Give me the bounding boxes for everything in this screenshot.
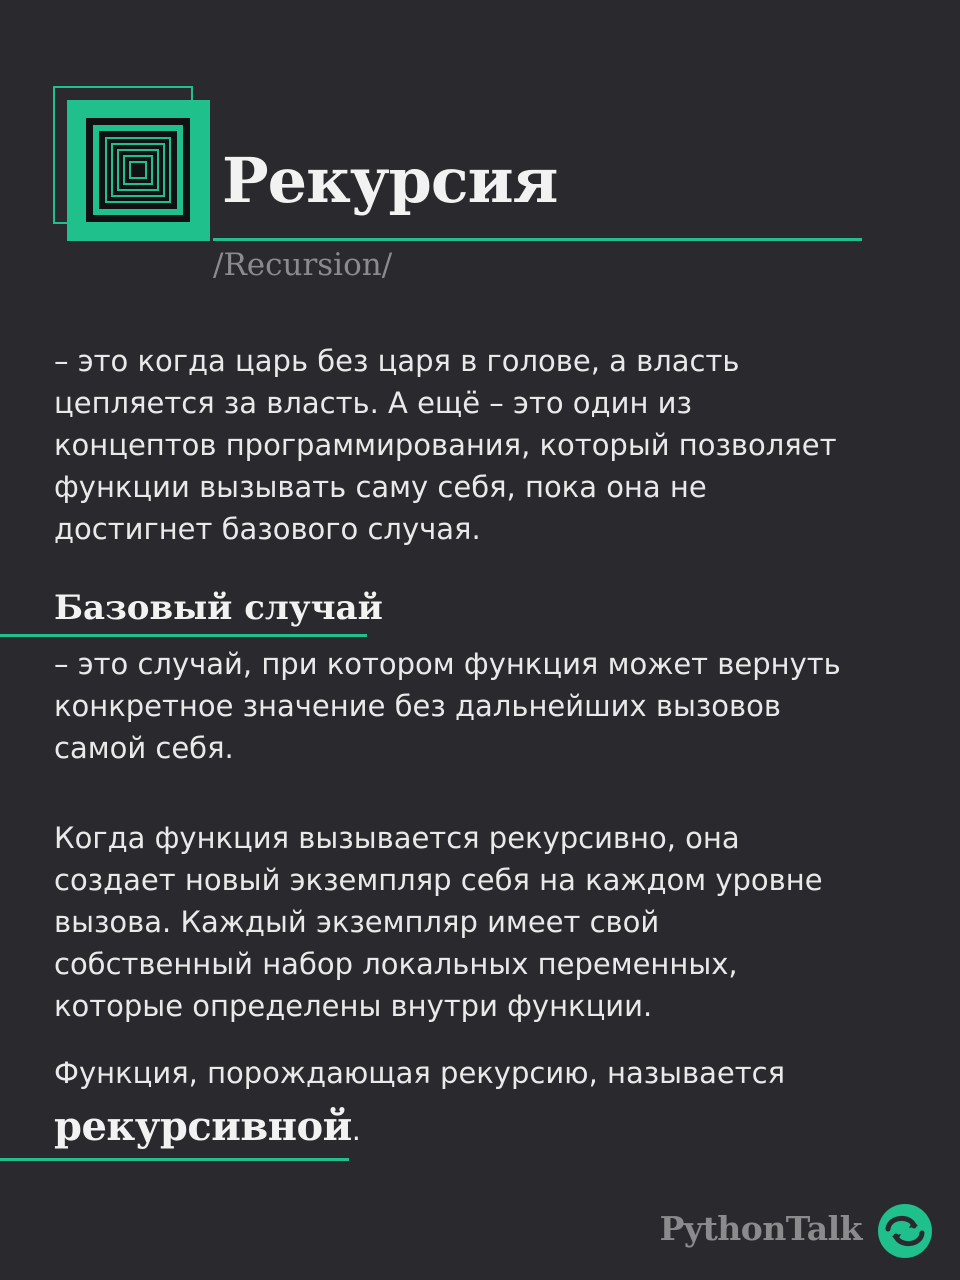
recursive-term: рекурсивной <box>54 1103 352 1150</box>
conclusion-underline <box>0 1158 349 1161</box>
transcription: /Recursion/ <box>213 247 393 283</box>
title-underline <box>213 238 862 241</box>
logo-nested-square-8 <box>129 161 147 179</box>
conclusion-term <box>54 1105 361 1149</box>
term-period: . <box>351 1114 361 1147</box>
base-case-underline <box>0 634 367 637</box>
base-case-heading: Базовый случай <box>54 588 383 628</box>
conclusion-paragraph: Функция, порождающая рекурсию, называется <box>54 1056 786 1090</box>
explanation-paragraph: Когда функция вызывается рекурсивно, она создает новый экземпляр себя на каждом уровне вызова. Каждый экземпляр имеет свой собственный набор локальных переменных, которые определены внутри функции. <box>54 821 823 1023</box>
intro-paragraph: – это когда царь без царя в голове, а власть цепляется за власть. А ещё – это один из концептов программирования, который позволяет функции вызывать саму себя, пока она не достигнет базового случая. <box>54 344 837 546</box>
page-title: Рекурсия <box>222 144 558 217</box>
base-case-paragraph: – это случай, при котором функция может вернуть конкретное значение без дальнейших вызовов самой себя. <box>54 647 841 765</box>
recursion-logo <box>53 86 213 244</box>
brand-name: PythonTalk <box>659 1209 862 1248</box>
python-talk-logo-icon <box>877 1203 933 1259</box>
